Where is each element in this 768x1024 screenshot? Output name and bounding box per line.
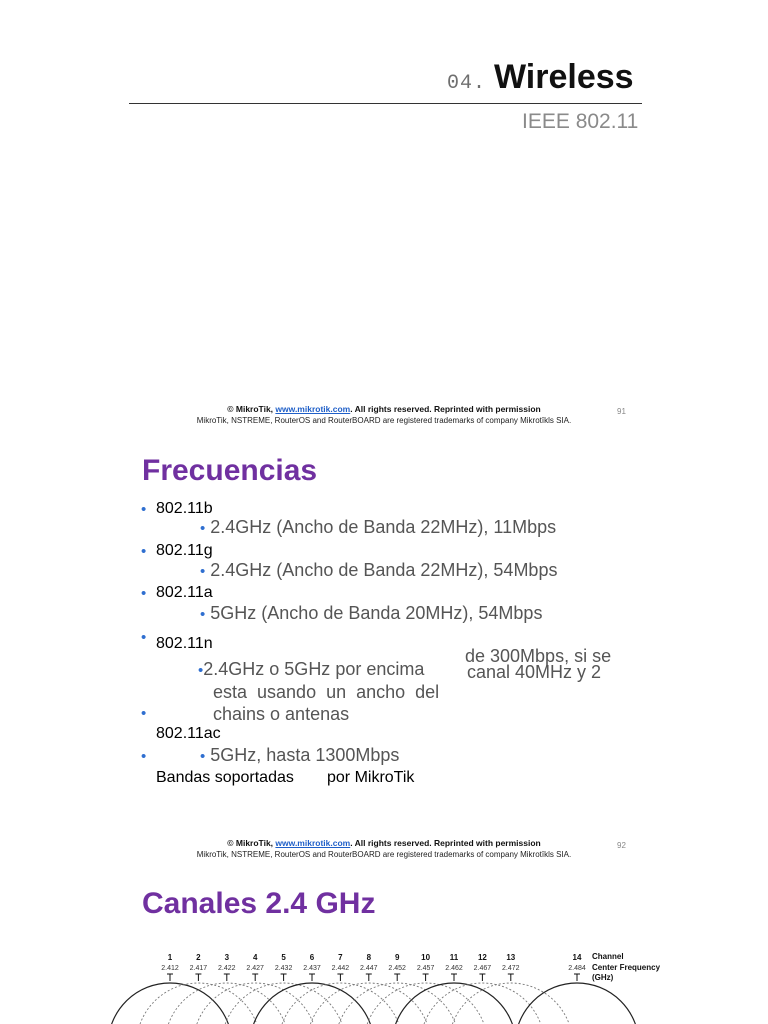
list-subitem-80211n-line2: esta usando un ancho del [213,682,440,702]
channel-frequency-5: 2.432 [274,965,293,972]
channel-tick-9 [394,974,400,981]
channel-tick-12 [479,974,485,981]
channel-diagram [100,948,700,1024]
bullet-icon: • [200,748,206,765]
channel-arc-10 [364,983,488,1024]
list-item-80211n: 802.11n [156,635,213,652]
bullet-icon: • [200,520,206,537]
copyright-prefix: © MikroTik, [227,404,274,414]
por-mikrotik-text: por MikroTik [327,769,415,786]
channel-tick-11 [451,974,457,981]
list-item-80211ac: 802.11ac [156,725,221,742]
bandas-soportadas-text: Bandas soportadas [156,769,294,786]
footer-copyright-1 [0,404,768,414]
chapter-title: Wireless [494,58,634,96]
channel-tick-10 [423,974,429,981]
list-subitem-80211a: • 5GHz (Ancho de Banda 20MHz), 54Mbps [200,603,543,623]
channel-frequency-4: 2.427 [246,965,264,972]
header-divider [129,103,642,104]
list-subitem-80211n-right2: canal 40MHz y 2 [467,662,602,682]
channel-number-3: 3 [224,953,230,962]
channel-tick-7 [337,974,343,981]
channel-arc-4 [193,983,317,1024]
channel-frequency-6: 2.437 [303,965,321,972]
channel-number-13: 13 [506,953,516,962]
list-item-80211a: 802.11a [156,584,213,601]
channel-number-1: 1 [167,953,173,962]
section-title-frecuencias: Frecuencias [142,454,318,487]
channel-number-2: 2 [196,953,201,962]
channel-number-4: 4 [252,953,258,962]
list-subitem-80211g: • 2.4GHz (Ancho de Banda 22MHz), 54Mbps [200,560,558,580]
mikrotik-link[interactable]: www.mikrotik.com [275,404,351,414]
channel-frequency-3: 2.422 [218,965,236,972]
legend-channel: Channel [592,952,624,961]
channel-tick-1 [167,974,173,981]
channel-tick-4 [252,974,258,981]
channel-frequency-12: 2.467 [473,965,492,972]
channel-number-10: 10 [421,953,431,962]
channel-number-14: 14 [572,953,582,962]
list-subitem-80211n-line1: •2.4GHz o 5GHz por encima [198,659,425,679]
bullet-icon: • [200,563,206,580]
footer-trademark-1: MikroTik, NSTREME, RouterOS and RouterBOARD are registered trademarks of company Mikrotīkls SIA. [196,416,572,425]
channel-frequency-1: 2.412 [161,965,179,972]
chapter-subtitle: IEEE 802.11 [522,110,639,133]
legend-ghz: (GHz) [592,973,614,982]
list-subitem-80211n-line3: chains o antenas [213,704,350,724]
bullet-icon: • [141,748,147,765]
channel-arc-2 [136,983,260,1024]
legend-center-frequency: Center Frequency [592,963,661,972]
bullet-icon: • [141,629,147,646]
bullet-icon: • [198,662,204,679]
channel-arc-9 [335,983,459,1024]
channel-frequency-10: 2.457 [416,965,435,972]
channel-arc-5 [222,983,346,1024]
bullet-icon: • [141,501,147,518]
channel-number-9: 9 [394,953,400,962]
list-item-80211b: 802.11b [156,500,213,517]
channel-number-12: 12 [477,953,487,962]
channel-tick-3 [224,974,230,981]
channel-tick-14 [574,974,580,981]
channel-number-7: 7 [338,953,343,962]
channel-arc-1 [108,983,232,1024]
channel-tick-8 [366,974,372,981]
channel-arc-6 [250,983,374,1024]
channel-frequency-8: 2.447 [360,965,378,972]
page-number-91: 91 [617,407,626,416]
channel-number-8: 8 [366,953,372,962]
channel-arc-11 [392,983,516,1024]
bullet-icon: • [200,606,206,623]
section-title-canales: Canales 2.4 GHz [142,887,376,920]
list-subitem-80211b: • 2.4GHz (Ancho de Banda 22MHz), 11Mbps [200,517,557,537]
copyright-suffix: . All rights reserved. Reprinted with permission [350,838,541,848]
footer-trademark-2: MikroTik, NSTREME, RouterOS and RouterBOARD are registered trademarks of company Mikrotīkls SIA. [196,850,572,859]
channel-frequency-13: 2.472 [502,965,520,972]
channel-number-6: 6 [309,953,315,962]
chapter-number: 04. [447,72,487,95]
list-subitem-80211ac: • 5GHz, hasta 1300Mbps [200,745,400,765]
channel-frequency-2: 2.417 [189,965,208,972]
copyright-suffix: . All rights reserved. Reprinted with permission [350,404,541,414]
bullet-icon: • [141,705,147,722]
mikrotik-link[interactable]: www.mikrotik.com [275,838,351,848]
channel-frequency-11: 2.462 [445,965,463,972]
channel-tick-5 [281,974,287,981]
list-item-80211g: 802.11g [156,542,213,559]
channel-arc-14 [515,983,639,1024]
channel-frequency-14: 2.484 [568,965,586,972]
channel-tick-2 [195,974,201,981]
channel-arc-7 [278,983,402,1024]
channel-tick-13 [508,974,514,981]
list-subitem-80211n-right1: de 300Mbps, si se [465,646,612,666]
page-number-92: 92 [617,841,626,850]
copyright-prefix: © MikroTik, [227,838,274,848]
bullet-icon: • [141,585,147,602]
channel-number-5: 5 [281,953,286,962]
channel-frequency-9: 2.452 [388,965,406,972]
bullet-icon: • [141,543,147,560]
channel-arc-8 [307,983,431,1024]
channel-frequency-7: 2.442 [331,965,350,972]
channel-tick-6 [309,974,315,981]
channel-arc-12 [420,983,544,1024]
channel-number-11: 11 [449,953,459,962]
channel-arc-13 [449,983,573,1024]
channel-arc-3 [165,983,289,1024]
footer-copyright-2 [0,838,768,848]
